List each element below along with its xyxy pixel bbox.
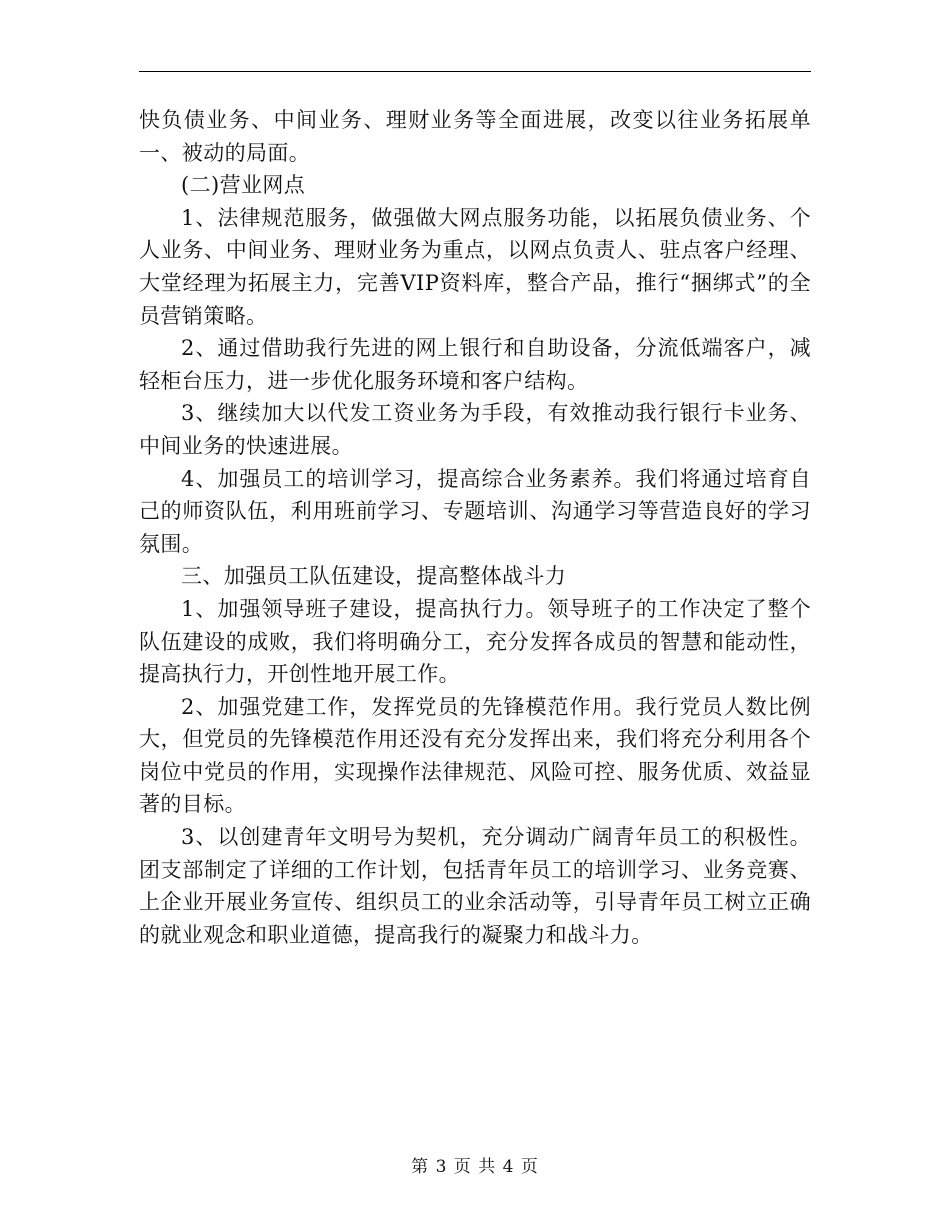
header-rule xyxy=(139,71,811,72)
page-number-footer: 第 3 页 共 4 页 xyxy=(411,1157,539,1177)
paragraph-staff-2: 2、加强党建工作，发挥党员的先锋模范作用。我行党员人数比例大，但党员的先锋模范作用还没有充分发挥出来，我们将充分利用各个岗位中党员的作用，实现操作法律规范、风险可控、服务优质、效益显著的目标。 xyxy=(139,694,811,817)
paragraph-item-3: 3、继续加大以代发工资业务为手段，有效推动我行银行卡业务、中间业务的快速进展。 xyxy=(139,401,811,458)
paragraph-continuation: 快负债业务、中间业务、理财业务等全面进展，改变以往业务拓展单一、被动的局面。 xyxy=(139,108,811,165)
paragraph-item-2: 2、通过借助我行先进的网上银行和自助设备，分流低端客户，减轻柜台压力，进一步优化服务环境和客户结构。 xyxy=(139,336,811,393)
paragraph-item-4: 4、加强员工的培训学习，提高综合业务素养。我们将通过培育自己的师资队伍，利用班前学习、专题培训、沟通学习等营造良好的学习氛围。 xyxy=(139,466,811,556)
document-body xyxy=(139,104,811,951)
section-heading-outlets: (二)营业网点 xyxy=(181,173,306,198)
section-heading-staff: 三、加强员工队伍建设，提高整体战斗力 xyxy=(181,564,567,589)
paragraph-staff-3: 3、以创建青年文明号为契机，充分调动广阔青年员工的积极性。团支部制定了详细的工作计划，包括青年员工的培训学习、业务竞赛、上企业开展业务宣传、组织员工的业余活动等，引导青年员工树立正确的就业观念和职业道德，提高我行的凝聚力和战斗力。 xyxy=(139,825,811,947)
paragraph-item-1: 1、法律规范服务，做强做大网点服务功能，以拓展负债业务、个人业务、中间业务、理财业务为重点，以网点负责人、驻点客户经理、大堂经理为拓展主力，完善VIP资料库，整合产品，推行“捆绑式”的全员营销策略。 xyxy=(139,205,811,328)
paragraph-staff-1: 1、加强领导班子建设，提高执行力。领导班子的工作决定了整个队伍建设的成败，我们将明确分工，充分发挥各成员的智慧和能动性，提高执行力，开创性地开展工作。 xyxy=(139,596,811,687)
